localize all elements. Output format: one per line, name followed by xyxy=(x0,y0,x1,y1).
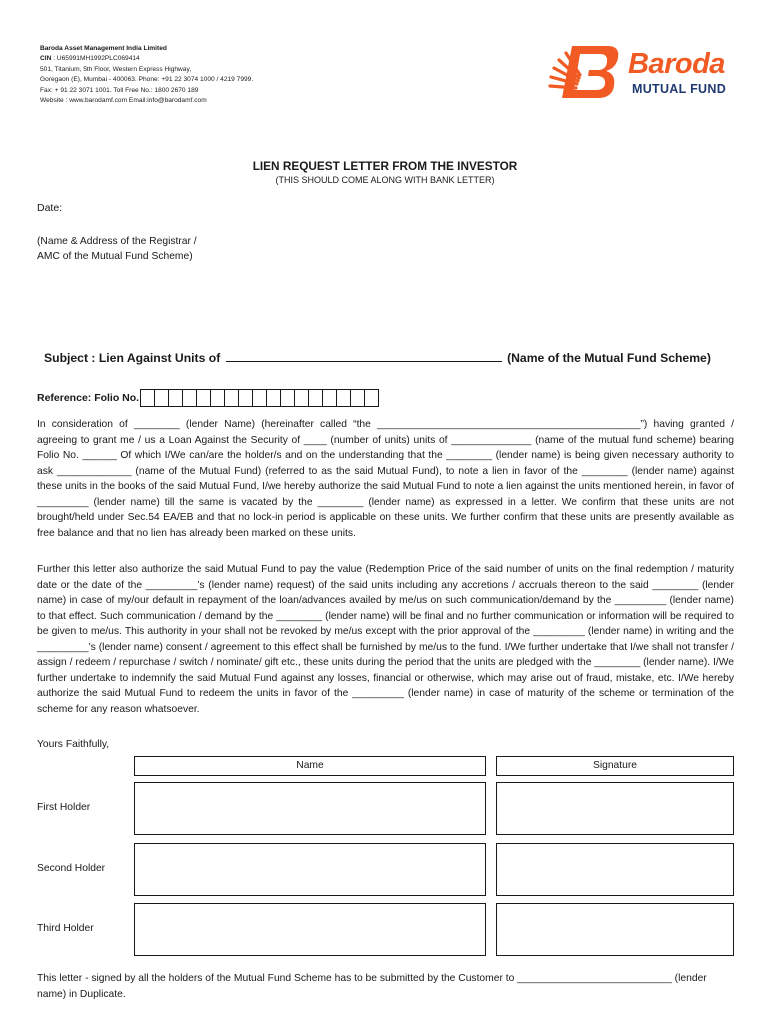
folio-digit-box[interactable] xyxy=(210,389,225,407)
subject-line xyxy=(44,351,711,365)
folio-digit-box[interactable] xyxy=(322,389,337,407)
folio-digit-box[interactable] xyxy=(252,389,267,407)
second-holder-name-box[interactable] xyxy=(134,843,486,896)
folio-digit-box[interactable] xyxy=(238,389,253,407)
sun-ray-1 xyxy=(550,86,576,88)
logo-subtitle: MUTUAL FUND xyxy=(632,82,727,96)
company-website: Website : www.barodamf.com Email:info@barodamf.com xyxy=(40,97,207,105)
company-address-line2: Goregaon (E), Mumbai - 400063. Phone: +91 22 3074 1000 / 4219 7999. xyxy=(40,76,254,84)
cin-label: CIN xyxy=(40,55,52,63)
name-column-header: Name xyxy=(134,756,486,776)
first-holder-name-box[interactable] xyxy=(134,782,486,835)
signature-column-header: Signature xyxy=(496,756,734,776)
logo-word: Baroda xyxy=(628,48,725,80)
folio-digit-box[interactable] xyxy=(224,389,239,407)
third-holder-signature-box[interactable] xyxy=(496,903,734,956)
folio-digit-box[interactable] xyxy=(308,389,323,407)
folio-digit-box[interactable] xyxy=(350,389,365,407)
reference-row xyxy=(37,389,379,407)
folio-digit-box[interactable] xyxy=(168,389,183,407)
third-holder-name-box[interactable] xyxy=(134,903,486,956)
scheme-name-blank[interactable] xyxy=(226,351,502,362)
folio-number-boxes xyxy=(141,389,379,407)
folio-digit-box[interactable] xyxy=(182,389,197,407)
baroda-logo xyxy=(546,44,742,100)
folio-digit-box[interactable] xyxy=(140,389,155,407)
company-address-line1: 501, Titanium, 5th Floor, Western Express Highway, xyxy=(40,65,192,73)
cin-value: : U65991MH1992PLC069414 xyxy=(51,55,140,63)
company-cin xyxy=(40,54,253,64)
first-holder-label: First Holder xyxy=(37,802,91,813)
addressee-line1: (Name & Address of the Registrar / xyxy=(37,236,197,247)
folio-digit-box[interactable] xyxy=(154,389,169,407)
sunburst-b-icon xyxy=(546,44,622,100)
second-holder-signature-box[interactable] xyxy=(496,843,734,896)
page-subtitle: (THIS SHOULD COME ALONG WITH BANK LETTER) xyxy=(275,175,495,185)
authorization-paragraph: Further this letter also authorize the said Mutual Fund to pay the value (Redemption Price of the said number of units on the final redemption / maturity date or the date of the _________’s (lender name) request) of the said units including any accretions / accruals thereon to the said ________ (lender name) in case of my/our default in repayment of the loan/advances availed by me/us on such communication/demand by the _________ (lender name) to that effect. Such communication / demand by the ________ (lender name) will be final and no further communication or information will be required to be given to me/us. This authority in your shall not be revoked by me/us except with the prior approval of the _________ (lender name) in writing and the _________’s (lender name) consent / agreement to this effect shall be furnished by me/us to the fund. I/We further undertake that I/we shall not transfer / assign / redeem / repurchase / switch / nominate/ gift etc., these units during the period that the units are pledged with the ________ (lender name). I/We further undertake to indemnify the said Mutual Fund against any losses, financial or otherwise, which may arise out of fraud, mistake, etc. I/We hereby authorize the said Mutual Fund to redeem the units in favor of the _________ (lender name) in case of maturity of the scheme or termination of the scheme for any reason whatsoever. xyxy=(37,564,734,715)
addressee-block xyxy=(37,234,197,264)
reference-label: Reference: Folio No. xyxy=(37,392,140,404)
folio-digit-box[interactable] xyxy=(364,389,379,407)
addressee-line2: AMC of the Mutual Fund Scheme) xyxy=(37,251,193,262)
folio-digit-box[interactable] xyxy=(196,389,211,407)
folio-digit-box[interactable] xyxy=(294,389,309,407)
third-holder-label: Third Holder xyxy=(37,923,94,934)
folio-digit-box[interactable] xyxy=(280,389,295,407)
first-holder-signature-box[interactable] xyxy=(496,782,734,835)
closing-text: Yours Faithfully, xyxy=(37,739,110,750)
company-name: Baroda Asset Management India Limited xyxy=(40,45,167,52)
second-holder-label: Second Holder xyxy=(37,863,106,874)
folio-digit-box[interactable] xyxy=(266,389,281,407)
consideration-paragraph: In consideration of ________ (lender Name) (hereinafter called “the ______________________________________________”) having granted / agreeing to grant me / us a Loan Against the Security of ____ (number of units) units of ______________ (name of the mutual fund scheme) bearing Folio No. ______ Of which I/We can/are the holder/s and on the understanding that the ________ (lender name) is being given necessary authority to ask _____________ (name of the Mutual Fund) (referred to as the said Mutual Fund), to note a lien in favor of the ________ (lender name) against these units in the books of the said Mutual Fund, I/we hereby authorize the said Mutual Fund to note a lien against the units mentioned herein, in favor of _________ (lender name) till the same is vacated by the ________ (lender name) as expressed in a letter. We confirm that these units are not brought/held under Sec.54 EA/EB and that no lock-in period is applicable on these units. We further confirm that these units are presently available as free balance and that no lien has already been marked on these units. xyxy=(37,419,734,539)
date-label: Date: xyxy=(37,202,63,214)
page-title: LIEN REQUEST LETTER FROM THE INVESTOR xyxy=(252,159,518,173)
company-fax: Fax: + 91 22 3071 1001. Toll Free No.: 1800 2670 189 xyxy=(40,86,199,94)
subject-prefix: Subject : Lien Against Units of xyxy=(44,351,221,365)
folio-digit-box[interactable] xyxy=(336,389,351,407)
submission-note: This letter - signed by all the holders of the Mutual Fund Scheme has to be submitted by the Customer to ___________________________ (lender name) in Duplicate. xyxy=(37,973,707,1000)
subject-suffix: (Name of the Mutual Fund Scheme) xyxy=(507,351,711,365)
company-header xyxy=(40,44,253,106)
